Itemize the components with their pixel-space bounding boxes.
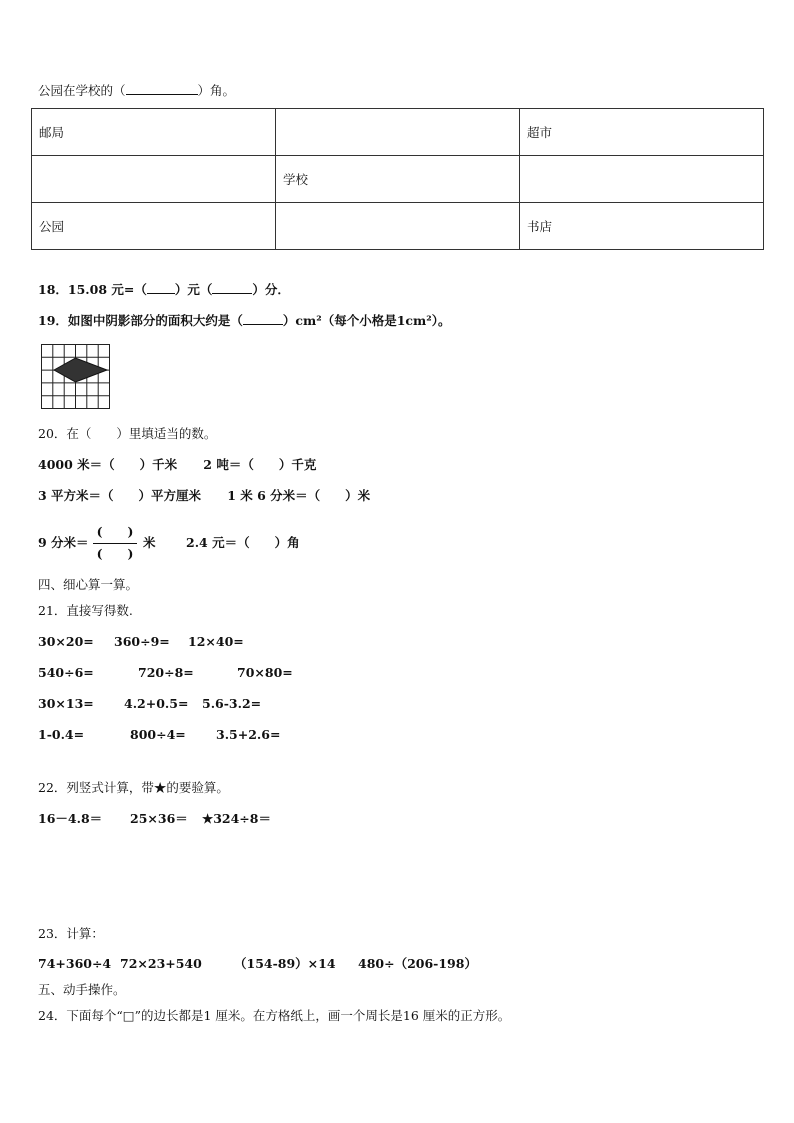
- table-row: [32, 156, 764, 203]
- table-row: [32, 203, 764, 250]
- calc-item: 74+360÷4: [38, 956, 112, 971]
- fraction-blank[interactable]: [91, 522, 139, 564]
- q20-line-3-unit: 米: [143, 535, 156, 550]
- direction-table: [31, 108, 764, 250]
- q19-prompt: [38, 312, 450, 329]
- q19-text-b: ）cm²（每个小格是1cm²）。: [282, 313, 451, 328]
- calc-item: 12×40=: [188, 634, 244, 649]
- q20-item: 1 米 6 分米＝（ ）米: [227, 488, 371, 503]
- q20-item: 2 吨＝（ ）千克: [203, 457, 317, 472]
- q21-title: 21．直接写得数.: [38, 603, 133, 618]
- table-cell: 学校: [276, 156, 520, 203]
- table-cell: 书店: [520, 203, 764, 250]
- q17-text: 公园在学校的（: [38, 83, 126, 98]
- calc-item: 30×20=: [38, 634, 94, 649]
- q18-text-c: ）分．: [252, 282, 290, 297]
- q20-line-1: [38, 457, 316, 473]
- table-cell: [520, 156, 764, 203]
- calc-item: 360÷9=: [114, 634, 170, 649]
- table-cell: 超市: [520, 109, 764, 156]
- fraction-bar: [93, 543, 137, 544]
- q20-line-3-left: 9 分米＝: [38, 535, 89, 550]
- calc-item: ★324÷8＝: [202, 811, 271, 826]
- answer-blank[interactable]: [147, 281, 175, 294]
- q20-item: 3 平方米＝（ ）平方厘米: [38, 488, 202, 503]
- table-cell: 公园: [32, 203, 276, 250]
- q17-prompt: [38, 82, 235, 99]
- calc-item: 5.6-3.2=: [202, 696, 262, 711]
- fraction-denominator: ( ): [96, 546, 134, 561]
- table-cell: 邮局: [32, 109, 276, 156]
- calc-item: 25×36＝: [130, 811, 188, 826]
- calc-item: （154-89）×14: [234, 956, 336, 971]
- q18-text-b: ）元（: [174, 282, 213, 297]
- fraction-numerator: ( ): [96, 524, 134, 539]
- section-4-heading: 四、细心算一算。: [38, 577, 139, 592]
- calc-item: 70×80=: [237, 665, 293, 680]
- section-5-heading: 五、动手操作。: [38, 982, 126, 997]
- answer-blank[interactable]: [243, 312, 283, 325]
- calc-item: 720÷8=: [138, 665, 194, 680]
- table-cell: [32, 156, 276, 203]
- calc-item: 16－4.8＝: [38, 811, 103, 826]
- q20-item: 4000 米＝（ ）千米: [38, 457, 178, 472]
- q18-text-a: 18．15.08 元=（: [38, 282, 147, 297]
- answer-blank[interactable]: [126, 82, 198, 95]
- shaded-rhombus-grid-figure: [40, 343, 112, 411]
- answer-blank[interactable]: [212, 281, 252, 294]
- q19-text-a: 19．如图中阴影部分的面积大约是（: [38, 313, 243, 328]
- calc-item: 540÷6=: [38, 665, 94, 680]
- q22-title: 22．列竖式计算，带★的要验算。: [38, 780, 229, 795]
- calc-item: 1-0.4=: [38, 727, 85, 742]
- q23-title: 23．计算：: [38, 926, 104, 941]
- table-cell: [276, 203, 520, 250]
- calc-item: 30×13=: [38, 696, 94, 711]
- q24-prompt: 24．下面每个“□”的边长都是1 厘米。在方格纸上，画一个周长是16 厘米的正方形。: [38, 1008, 511, 1023]
- q18-prompt: [38, 281, 290, 298]
- table-cell: [276, 109, 520, 156]
- q20-title: 20．在（ ）里填适当的数。: [38, 426, 217, 441]
- q17-text-end: ）角。: [197, 83, 236, 98]
- calc-item: 800÷4=: [130, 727, 186, 742]
- calc-item: 4.2+0.5=: [124, 696, 189, 711]
- calc-item: 72×23+540: [120, 956, 202, 971]
- q20-line-2: [38, 488, 370, 504]
- table-row: [32, 109, 764, 156]
- calc-item: 3.5+2.6=: [216, 727, 281, 742]
- calc-item: 480÷（206-198）: [358, 956, 477, 971]
- q20-line-3-right: 2.4 元＝（ ）角: [186, 535, 300, 550]
